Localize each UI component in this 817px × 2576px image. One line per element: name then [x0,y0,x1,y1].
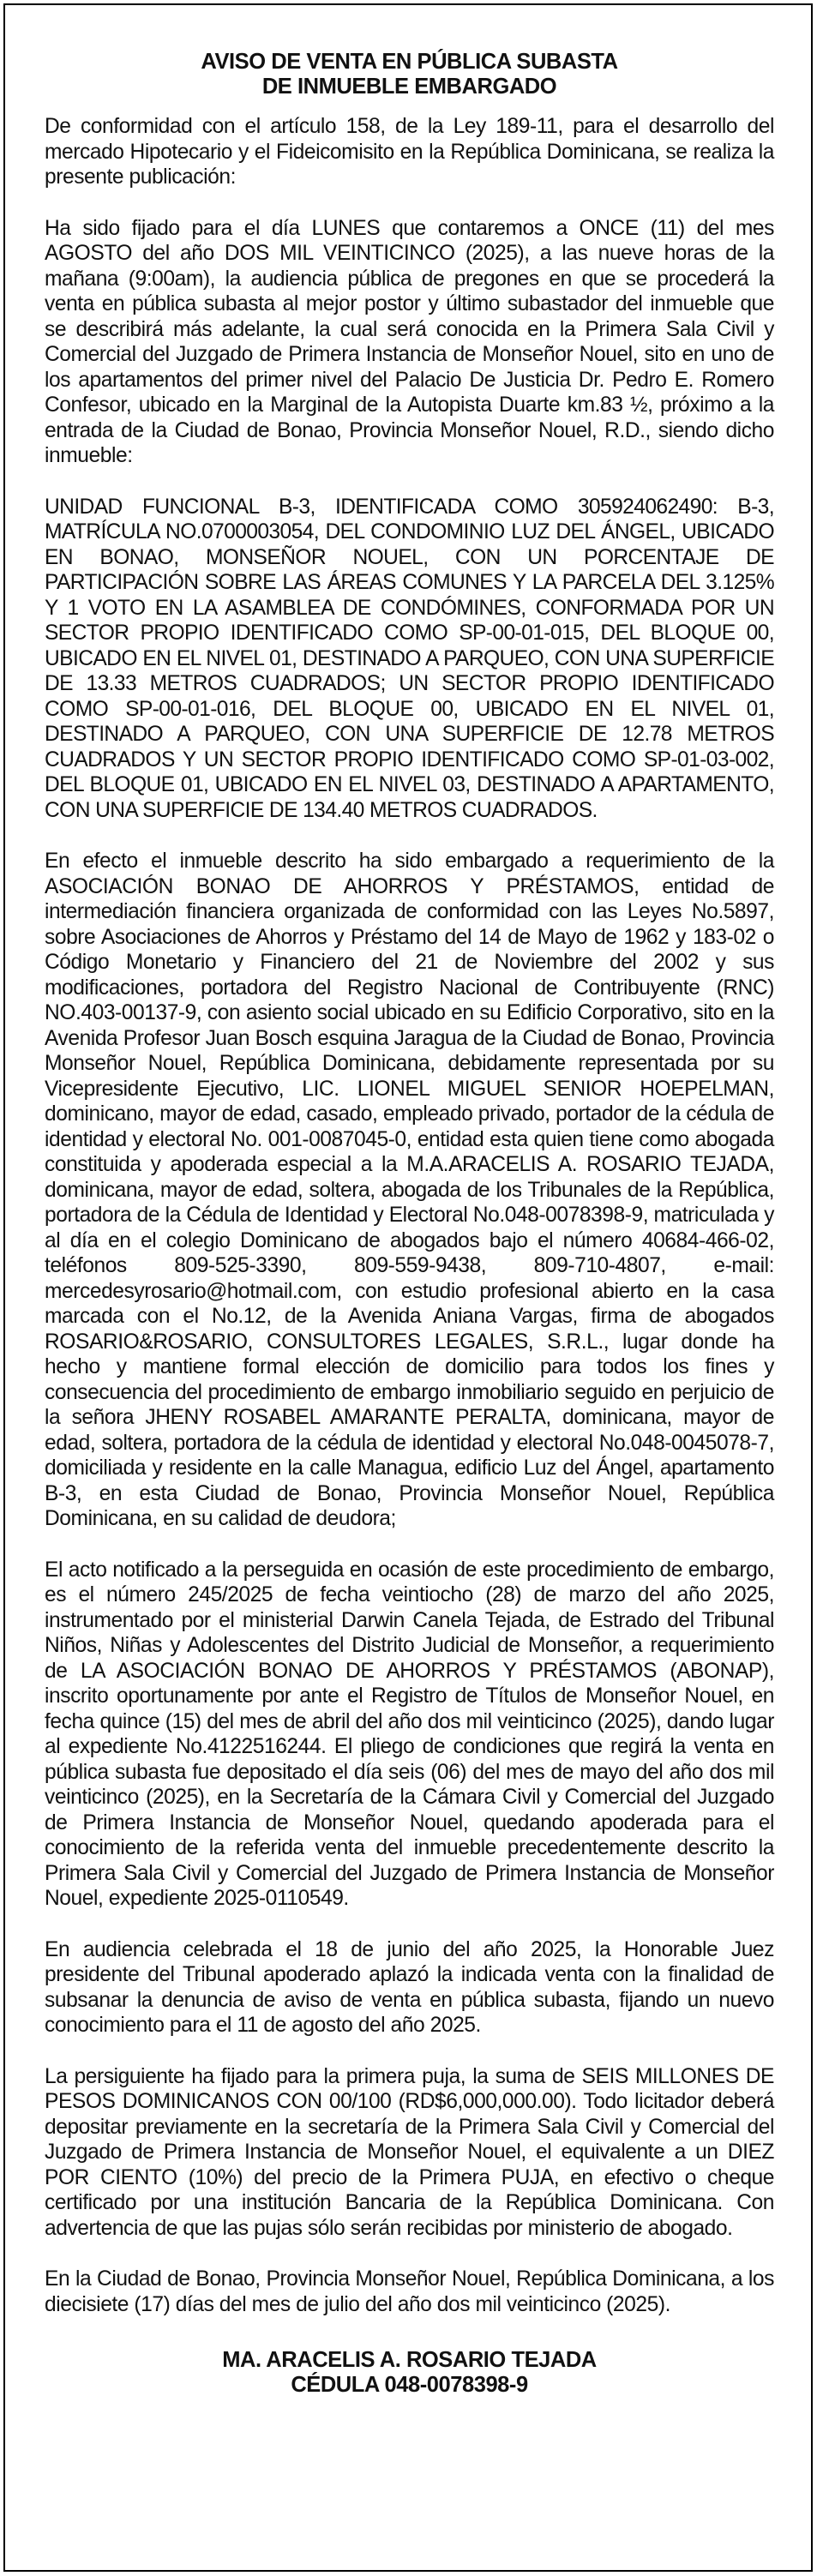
signature-block [45,2348,774,2398]
paragraph-property-description: UNIDAD FUNCIONAL B-3, IDENTIFICADA COMO 305924062490: B-3, MATRÍCULA NO.0700003054, DEL CONDOMINIO LUZ DEL ÁNGEL, UBICADO EN BONAO, MONSEÑOR NOUEL, CON UN PORCENTAJE DE PARTICIPACIÓN SOBRE LAS ÁREAS COMUNES Y LA PARCELA DEL 3.125% Y 1 VOTO EN LA ASAMBLEA DE CONDÓMINES, CONFORMADA POR UN SECTOR PROPIO IDENTIFICADO COMO SP-00-01-015, DEL BLOQUE 00, UBICADO EN EL NIVEL 01, DESTINADO A PARQUEO, CON UNA SUPERFICIE DE 13.33 METROS CUADRADOS; UN SECTOR PROPIO IDENTIFICADO COMO SP-00-01-016, DEL BLOQUE 00, UBICADO EN EL NIVEL 01, DESTINADO A PARQUEO, CON UNA SUPERFICIE DE 12.78 METROS CUADRADOS Y UN SECTOR PROPIO IDENTIFICADO COMO SP-01-03-002, DEL BLOQUE 01, UBICADO EN EL NIVEL 03, DESTINADO A APARTAMENTO, CON UNA SUPERFICIE DE 134.40 METROS CUADRADOS. [45,495,774,822]
title-line-2: DE INMUEBLE EMBARGADO [261,75,557,99]
signature-id: CÉDULA 048-0078398-9 [291,2373,528,2397]
paragraph-notification-act: El acto notificado a la perseguida en ocasión de este procedimiento de embargo, es el número 245/2025 de fecha veintiocho (28) de marzo del año 2025, instrumentado por el ministerial Darwin Canela Tejada, de Estrado del Tribunal Niños, Niñas y Adolescentes del Distrito Judicial de Monseñor, a requerimiento de LA ASOCIACIÓN BONAO DE AHORROS Y PRÉSTAMOS (ABONAP), inscrito oportunamente por ante el Registro de Títulos de Monseñor Nouel, en fecha quince (15) del mes de abril del año dos mil veinticinco (2025), dando lugar al expediente No.4122516244. El pliego de condiciones que regirá la venta en pública subasta fue depositado el día seis (06) del mes de mayo del año dos mil veinticinco (2025), en la Secretaría de la Cámara Civil y Comercial del Juzgado de Primera Instancia de Monseñor Nouel, quedando apoderada para el conocimiento de la referida venta del inmueble precedentemente descrito la Primera Sala Civil y Comercial del Juzgado de Primera Instancia de Monseñor Nouel, expediente 2025-0110549. [45,1558,774,1910]
title-line-1: AVISO DE VENTA EN PÚBLICA SUBASTA [201,50,618,74]
paragraph-intro: De conformidad con el artículo 158, de la Ley 189-11, para el desarrollo del mercado Hipotecario y el Fideicomisito en la República Dominicana, se realiza la presente publicación: [45,115,774,189]
paragraph-postponement: En audiencia celebrada el 18 de junio del año 2025, la Honorable Juez presidente del Tribunal apoderado aplazó la indicada venta con la finalidad de subsanar la denuncia de aviso de venta en pública subasta, fijando un nuevo conocimiento para el 11 de agosto del año 2025. [45,1937,774,2037]
paragraph-hearing-date: Ha sido fijado para el día LUNES que contaremos a ONCE (11) del mes AGOSTO del año DOS MIL VEINTICINCO (2025), a las nueve horas de la mañana (9:00am), la audiencia pública de pregones en que se procederá la venta en pública subasta al mejor postor y último subastador del inmueble que se describirá más adelante, la cual será conocida en la Primera Sala Civil y Comercial del Juzgado de Primera Instancia de Monseñor Nouel, sito en uno de los apartamentos del primer nivel del Palacio De Justicia Dr. Pedro E. Romero Confesor, ubicado en la Marginal de la Autopista Duarte km.83 ½, próximo a la entrada de la Ciudad de Bonao, Provincia Monseñor Nouel, R.D., siendo dicho inmueble: [45,216,774,467]
notice-content [45,50,774,2398]
paragraph-place-date: En la Ciudad de Bonao, Provincia Monseñor Nouel, República Dominicana, a los diecisiete (17) días del mes de julio del año dos mil veinticinco (2025). [45,2267,774,2316]
paragraph-seizure-parties: En efecto el inmueble descrito ha sido embargado a requerimiento de la ASOCIACIÓN BONAO DE AHORROS Y PRÉSTAMOS, entidad de intermediación financiera organizada de conformidad con las Leyes No.5897, sobre Asociaciones de Ahorros y Préstamo del 14 de Mayo de 1962 y 183-02 o Código Monetario y Financiero del 21 de Noviembre del 2002 y sus modificaciones, portadora del Registro Nacional de Contribuyente (RNC) NO.403-00137-9, con asiento social ubicado en su Edificio Corporativo, sito en la Avenida Profesor Juan Bosch esquina Jaragua de la Ciudad de Bonao, Provincia Monseñor Nouel, República Dominicana, debidamente representada por su Vicepresidente Ejecutivo, LIC. LIONEL MIGUEL SENIOR HOEPELMAN, dominicano, mayor de edad, casado, empleado privado, portador de la cédula de identidad y electoral No. 001-0087045-0, entidad esta quien tiene como abogada constituida y apoderada especial a la M.A.ARACELIS A. ROSARIO TEJADA, dominicana, mayor de edad, soltera, abogada de los Tribunales de la República, portadora de la Cédula de Identidad y Electoral No.048-0078398-9, matriculada y al día en el colegio Dominicano de abogados bajo el número 40684-466-02, teléfonos 809-525-3390, 809-559-9438, 809-710-4807, e-mail: mercedesyrosario@hotmail.com, con estudio profesional abierto en la casa marcada con el No.12, de la Avenida Aniana Vargas, firma de abogados ROSARIO&ROSARIO, CONSULTORES LEGALES, S.R.L., lugar donde ha hecho y mantiene formal elección de domicilio para todos los fines y consecuencia del procedimiento de embargo inmobiliario seguido en perjuicio de la señora JHENY ROSABEL AMARANTE PERALTA, dominicana, mayor de edad, soltera, portadora de la cédula de identidad y electoral No.048-0045078-7, domiciliada y residente en la calle Managua, edificio Luz del Ángel, apartamento B-3, en esta Ciudad de Bonao, Provincia Monseñor Nouel, República Dominicana, en su calidad de deudora; [45,850,774,1530]
signature-name: MA. ARACELIS A. ROSARIO TEJADA [222,2348,597,2372]
paragraph-first-bid: La persiguiente ha fijado para la primera puja, la suma de SEIS MILLONES DE PESOS DOMINICANOS CON 00/100 (RD$6,000,000.00). Todo licitador deberá depositar previamente en la secretaría de la Primera Sala Civil y Comercial del Juzgado de Primera Instancia de Monseñor Nouel, el equivalente a un DIEZ POR CIENTO (10%) del precio de la Primera PUJA, en efectivo o cheque certificado por una institución Bancaria de la República Dominicana. Con advertencia de que las pujas sólo serán recibidas por ministerio de abogado. [45,2064,774,2240]
notice-title [45,50,774,99]
